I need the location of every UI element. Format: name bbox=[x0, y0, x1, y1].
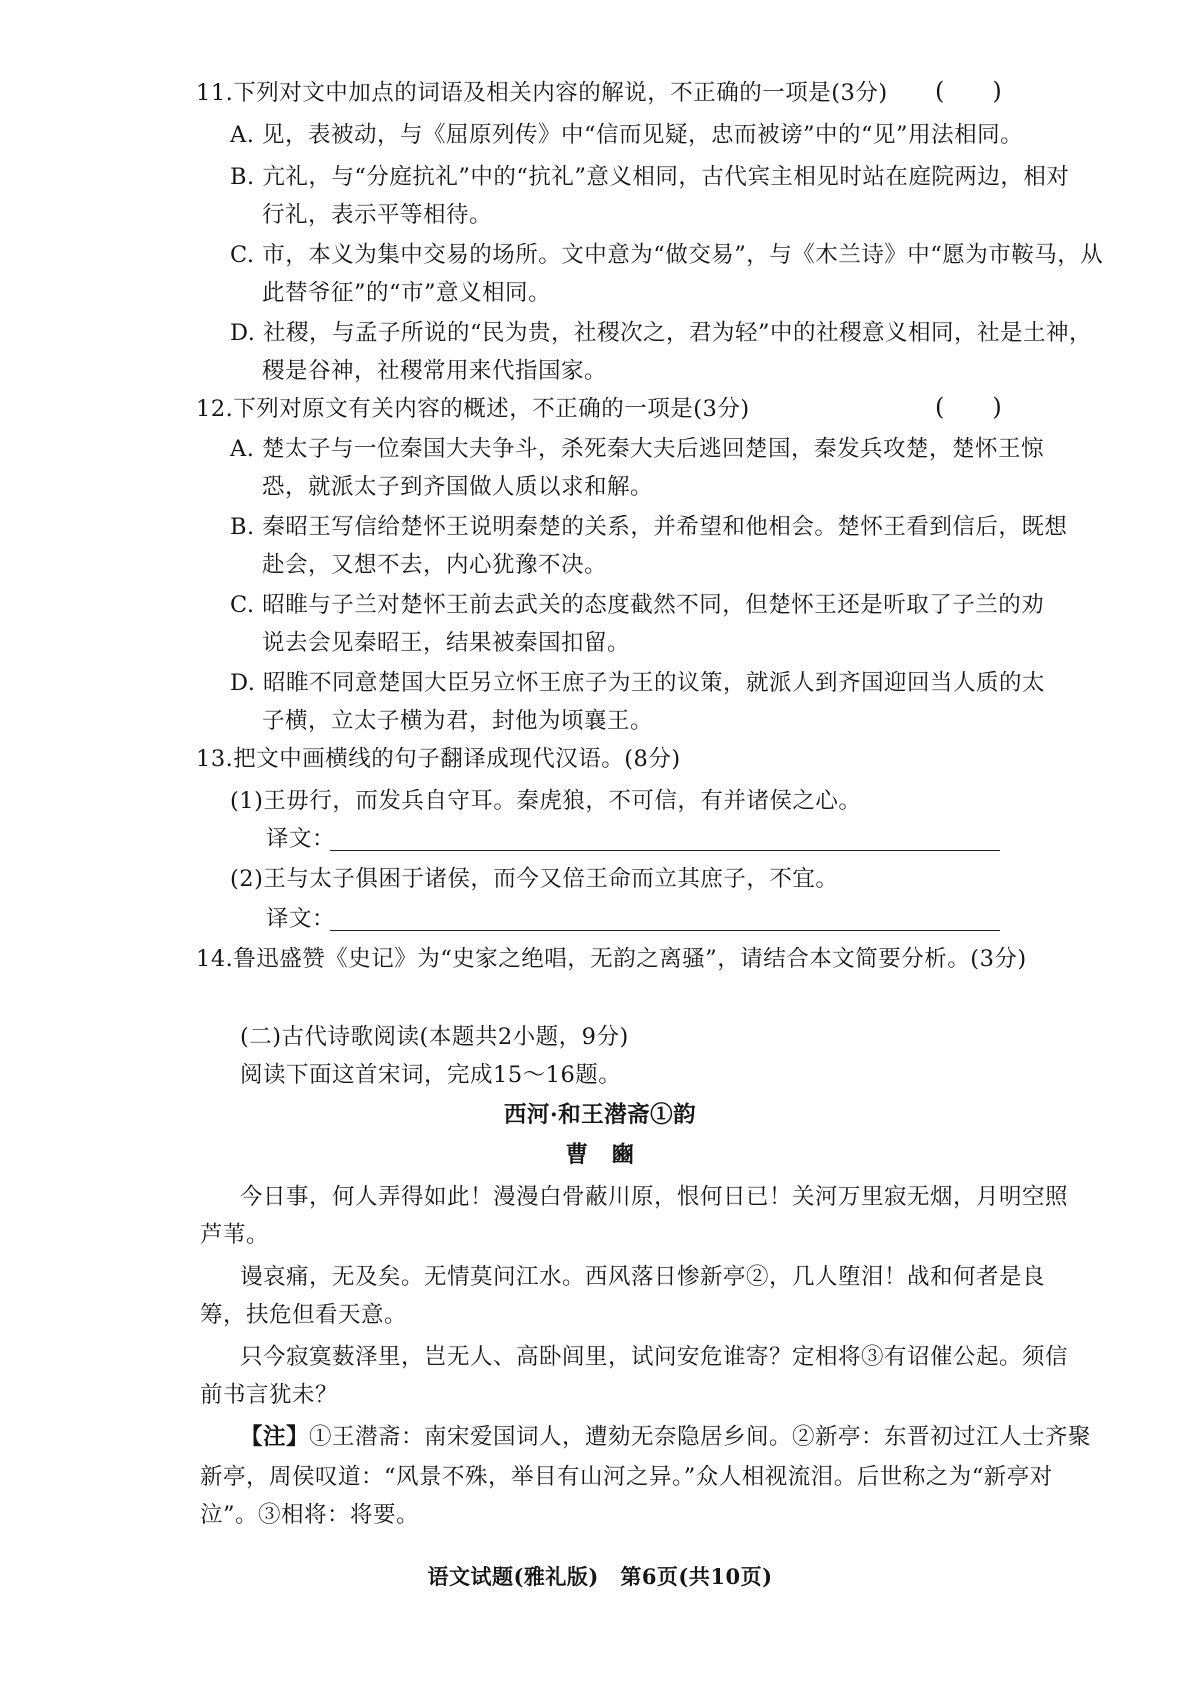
q13-answer-line-2[interactable] bbox=[330, 930, 1000, 931]
q11-answer-bracket: ( ) bbox=[935, 77, 1002, 105]
q13-stem: 13.把文中画横线的句子翻译成现代汉语。(8分) bbox=[196, 746, 681, 772]
poem-line-1: 今日事，何人弄得如此！漫漫白骨蔽川原，恨何日已！关河万里寂无烟，月明空照 bbox=[240, 1184, 1069, 1210]
q11-option-d: D. 社稷，与孟子所说的“民为贵，社稷次之，君为轻”中的社稷意义相同，社是土神， bbox=[230, 320, 1093, 346]
poem-line-2-cont: 筹，扶危但看天意。 bbox=[200, 1302, 408, 1328]
q13-sentence-2: (2)王与太子俱困于诸侯，而今又倍王命而立其庶子，不宜。 bbox=[230, 866, 839, 892]
q11-option-d-cont: 稷是谷神，社稷常用来代指国家。 bbox=[262, 358, 608, 384]
poem-note-1 bbox=[240, 1422, 1091, 1452]
q12-option-a: A. 楚太子与一位秦国大夫争斗，杀死秦大夫后逃回楚国，秦发兵攻楚，楚怀王惊 bbox=[230, 436, 1045, 462]
q12-option-c: C. 昭睢与子兰对楚怀王前去武关的态度截然不同，但楚怀王还是听取了子兰的劝 bbox=[230, 592, 1045, 618]
section2-instruction: 阅读下面这首宋词，完成15～16题。 bbox=[240, 1062, 622, 1088]
page-footer: 语文试题(雅礼版) 第6页(共10页) bbox=[427, 1564, 773, 1589]
q13-sentence-1: (1)王毋行，而发兵自守耳。秦虎狼，不可信，有并诸侯之心。 bbox=[230, 788, 862, 814]
poem-line-2: 谩哀痛，无及矣。无情莫问江水。西风落日惨新亭②，几人堕泪！战和何者是良 bbox=[240, 1264, 1046, 1290]
q11-option-b: B. 亢礼，与“分庭抗礼”中的“抗礼”意义相同，古代宾主相见时站在庭院两边，相对 bbox=[230, 164, 1070, 190]
q11-option-b-cont: 行礼，表示平等相待。 bbox=[262, 202, 493, 228]
poem-line-3-cont: 前书言犹未？ bbox=[200, 1382, 339, 1408]
q12-option-b-cont: 赴会，又想不去，内心犹豫不决。 bbox=[262, 552, 608, 578]
poem-title: 西河·和王潜斋①韵 bbox=[503, 1102, 697, 1128]
note-label: 【注】 bbox=[240, 1424, 310, 1450]
poem-author: 曹 豳 bbox=[565, 1142, 635, 1168]
q13-translation-label-2: 译文： bbox=[266, 906, 336, 932]
poem-line-3: 只今寂寞薮泽里，岂无人、高卧闾里，试问安危谁寄？定相将③有诏催公起。须信 bbox=[240, 1344, 1069, 1370]
q12-option-b: B. 秦昭王写信给楚怀王说明秦楚的关系，并希望和他相会。楚怀王看到信后，既想 bbox=[230, 514, 1068, 540]
note-text-1: ①王潜斋：南宋爱国词人，遭劾无奈隐居乡间。②新亭：东晋初过江人士齐聚 bbox=[309, 1424, 1092, 1450]
q12-option-d: D. 昭睢不同意楚国大臣另立怀王庶子为王的议策，就派人到齐国迎回当人质的太 bbox=[230, 670, 1046, 696]
q12-option-d-cont: 子横，立太子横为君，封他为顷襄王。 bbox=[262, 708, 654, 734]
q12-answer-bracket: ( ) bbox=[935, 393, 1002, 421]
q11-option-c: C. 市，本义为集中交易的场所。文中意为“做交易”，与《木兰诗》中“愿为市鞍马，从 bbox=[230, 242, 1104, 268]
poem-note-3: 泣”。③相将：将要。 bbox=[200, 1502, 420, 1528]
q11-option-c-cont: 此替爷征”的“市”意义相同。 bbox=[262, 280, 552, 306]
q12-stem: 12.下列对原文有关内容的概述，不正确的一项是(3分) bbox=[196, 396, 750, 422]
q12-option-a-cont: 恐，就派太子到齐国做人质以求和解。 bbox=[262, 474, 654, 500]
poem-line-1-cont: 芦苇。 bbox=[200, 1222, 270, 1248]
poem-note-2: 新亭，周侯叹道：“风景不殊，举目有山河之异。”众人相视流泪。后世称之为“新亭对 bbox=[200, 1464, 1053, 1490]
q11-stem: 11.下列对文中加点的词语及相关内容的解说，不正确的一项是(3分) bbox=[196, 80, 888, 106]
q14-stem: 14.鲁迅盛赞《史记》为“史家之绝唱，无韵之离骚”，请结合本文简要分析。(3分) bbox=[196, 946, 1027, 972]
q13-translation-label-1: 译文： bbox=[266, 826, 336, 852]
q13-answer-line-1[interactable] bbox=[330, 850, 1000, 851]
section2-heading: (二)古代诗歌阅读(本题共2小题，9分) bbox=[240, 1024, 629, 1050]
q11-option-a: A. 见，表被动，与《屈原列传》中“信而见疑，忠而被谤”中的“见”用法相同。 bbox=[230, 122, 1024, 148]
q12-option-c-cont: 说去会见秦昭王，结果被秦国扣留。 bbox=[262, 630, 631, 656]
